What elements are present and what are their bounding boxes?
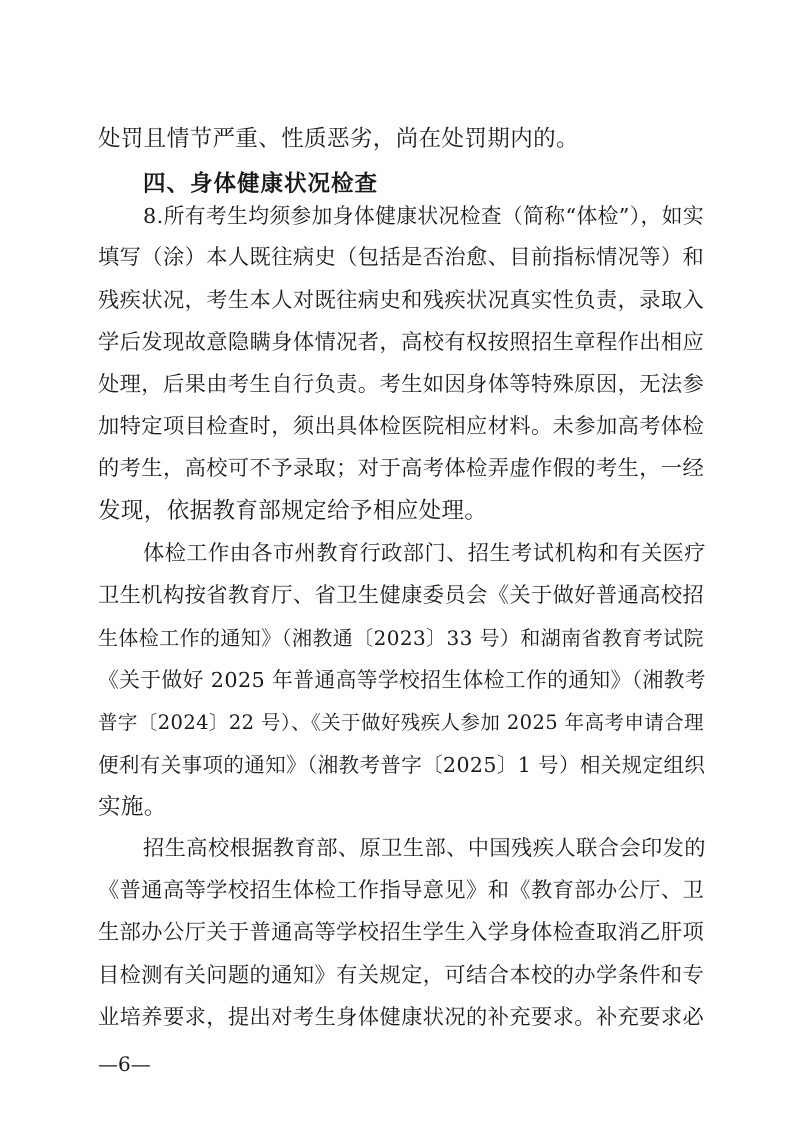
- text-line: 实施。: [98, 794, 167, 820]
- text-line: 招生高校根据教育部、原卫生部、中国残疾人联合会印发的: [143, 836, 706, 861]
- text-line: 体检工作由各市州教育行政部门、招生考试机构和有关医疗: [143, 541, 706, 566]
- text-line: 的考生，高校可不予录取；对于高考体检弄虚作假的考生，一经: [98, 456, 705, 481]
- text-line: 发现，依据教育部规定给予相应处理。: [98, 498, 488, 524]
- text-line: 学后发现故意隐瞒身体情况者，高校有权按照招生章程作出相应: [98, 330, 705, 355]
- text-line: 普字〔2024〕22 号）、《关于做好残疾人参加 2025 年高考申请合理: [98, 711, 704, 734]
- text-line: 便利有关事项的通知》（湘教考普字〔2025〕1 号）相关规定组织: [98, 753, 706, 777]
- text-line: 业培养要求，提出对考生身体健康状况的补充要求。补充要求必: [98, 1005, 705, 1030]
- page-number: —6—: [98, 1052, 151, 1076]
- text-line: 处理，后果由考生自行负责。考生如因身体等特殊原因，无法参: [98, 372, 705, 397]
- text-line: 残疾状况，考生本人对既往病史和残疾状况真实性负责，录取入: [98, 288, 705, 313]
- text-line: 《关于做好 2025 年普通高等学校招生体检工作的通知》（湘教考: [98, 668, 706, 692]
- text-line: 目检测有关问题的通知》有关规定，可结合本校的办学条件和专: [98, 963, 705, 988]
- text-line: 加特定项目检查时，须出具体检医院相应材料。未参加高考体检: [98, 414, 705, 439]
- text-line: 生体检工作的通知》（湘教通〔2023〕33 号）和湖南省教育考试院: [98, 626, 704, 650]
- text-line: 处罚且情节严重、性质恶劣，尚在处罚期内的。: [98, 126, 579, 152]
- text-line: 卫生机构按省教育厅、省卫生健康委员会《关于做好普通高校招: [98, 583, 705, 608]
- section-heading: 四、身体健康状况检查: [143, 171, 379, 197]
- text-line: 《普通高等学校招生体检工作指导意见》和《教育部办公厅、卫: [98, 878, 705, 903]
- text-line: 8.所有考生均须参加身体健康状况检查（简称“体检”），如实: [143, 204, 704, 228]
- text-line: 生部办公厅关于普通高等学校招生学生入学身体检查取消乙肝项: [98, 920, 705, 945]
- text-line: 填写（涂）本人既往病史（包括是否治愈、目前指标情况等）和: [98, 245, 705, 270]
